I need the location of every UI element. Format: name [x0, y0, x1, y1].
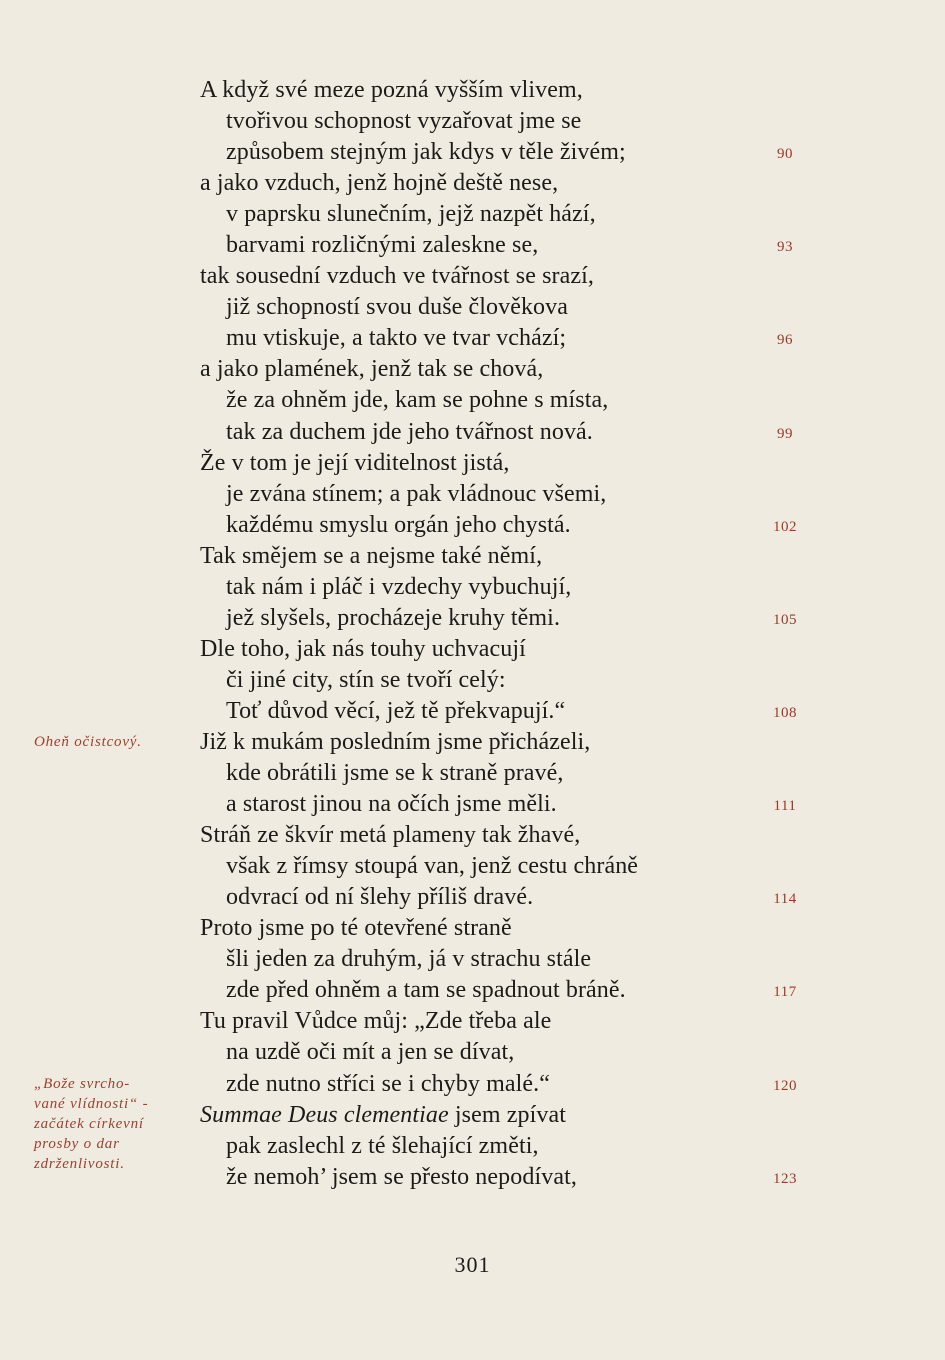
verse-line [200, 665, 740, 696]
verse-text: již schopností svou duše člověkova [226, 294, 569, 321]
verse-text: a starost jinou na očích jsme měli. [226, 791, 557, 818]
line-number: 90 [777, 146, 793, 163]
verse-line [200, 168, 740, 199]
verse-text: tak za duchem jde jeho tvářnost nová. [226, 418, 593, 445]
verse-line [200, 634, 740, 665]
verse-text: Tu pravil Vůdce můj: „Zde třeba ale [200, 1008, 552, 1035]
verse-line [200, 1162, 740, 1193]
verse-line [200, 944, 740, 975]
verse-line [200, 1037, 740, 1068]
line-number: 99 [777, 425, 793, 442]
verse-text: tak sousední vzduch ve tvářnost se srazí, [200, 263, 594, 290]
verse-line [200, 448, 740, 479]
verse-line [200, 292, 740, 323]
verse-line [200, 541, 740, 572]
verse-line [200, 137, 740, 168]
line-number: 105 [773, 611, 797, 628]
verse-text: a jako vzduch, jenž hojně deště nese, [200, 170, 559, 197]
verse-line [200, 1131, 740, 1162]
latin-hymn-title: Summae Deus clementiae [200, 1101, 455, 1128]
verse-text: Že v tom je její viditelnost jistá, [200, 449, 510, 476]
verse-line [200, 385, 740, 416]
verse-text: způsobem stejným jak kdys v těle živém; [226, 139, 626, 166]
verse-line [200, 820, 740, 851]
verse-text: barvami rozličnými zaleskne se, [226, 232, 539, 259]
verse-line [200, 758, 740, 789]
verse-text: tak nám i pláč i vzdechy vybuchují, [226, 573, 572, 600]
verse-text: Toť důvod věcí, jež tě překvapují.“ [226, 697, 566, 724]
verse-line [200, 1069, 740, 1100]
verse-text: jež slyšels, procházeje kruhy těmi. [226, 604, 561, 631]
line-number: 123 [773, 1170, 797, 1187]
verse-line [200, 572, 740, 603]
verse-line [200, 696, 740, 727]
verse-line [200, 106, 740, 137]
line-number: 93 [777, 239, 793, 256]
margin-note-line: Oheň očistcový. [34, 734, 142, 751]
verse-text: Dle toho, jak nás touhy uchvacují [200, 635, 526, 662]
margin-note-line: začátek církevní [34, 1115, 144, 1132]
margin-note-line: „Bože svrcho- [34, 1075, 131, 1092]
verse-line [200, 323, 740, 354]
margin-note-line: zdrženlivosti. [34, 1155, 125, 1172]
line-number: 114 [773, 891, 797, 908]
verse-line [200, 479, 740, 510]
line-number: 111 [773, 798, 797, 815]
margin-note [34, 732, 184, 752]
verse-text: každému smyslu orgán jeho chystá. [226, 511, 571, 538]
verse-text: že za ohněm jde, kam se pohne s místa, [226, 387, 609, 414]
page-number: 301 [454, 1252, 491, 1277]
verse-line [200, 727, 740, 758]
verse-text: odvrací od ní šlehy příliš dravé. [226, 884, 534, 911]
verse-text: kde obrátili jsme se k straně pravé, [226, 760, 564, 787]
verse-line [200, 882, 740, 913]
verse-text: A když své meze pozná vyšším vlivem, [200, 77, 583, 103]
verse-line [200, 851, 740, 882]
line-number: 102 [773, 518, 797, 535]
verse-text: tvořivou schopnost vyzařovat jme se [226, 108, 582, 135]
line-number: 120 [773, 1077, 797, 1094]
verse-text: šli jeden za druhým, já v strachu stále [226, 946, 592, 973]
verse-text: však z římsy stoupá van, jenž cestu chráně [226, 853, 639, 880]
verse-line [200, 789, 740, 820]
verse-text: mu vtiskuje, a takto ve tvar vchází; [226, 325, 567, 352]
verse-text: a jako plamének, jenž tak se chová, [200, 356, 544, 383]
verse-line [200, 199, 740, 230]
verse-line [200, 261, 740, 292]
verse-line [200, 75, 740, 106]
verse-line [200, 603, 740, 634]
verse-text: že nemoh’ jsem se přesto nepodívat, [226, 1163, 577, 1190]
verse-text: Proto jsme po té otevřené straně [200, 915, 512, 942]
verse-text: či jiné city, stín se tvoří celý: [226, 666, 506, 693]
verse-line [200, 1006, 740, 1037]
margin-note [34, 1074, 184, 1174]
verse-text: je zvána stínem; a pak vládnouc všemi, [226, 480, 607, 507]
verse-line [200, 354, 740, 385]
verse-text: Již k mukám posledním jsme přicházeli, [200, 728, 591, 755]
verse-line [200, 510, 740, 541]
verse-text: Tak smějem se a nejsme také němí, [200, 542, 543, 569]
margin-note-line: vané vlídnosti“ - [34, 1095, 149, 1112]
margin-note-line: prosby o dar [34, 1135, 120, 1152]
verse-text: v paprsku slunečním, jejž nazpět hází, [226, 201, 596, 228]
verse-line [200, 417, 740, 448]
verse-text: Stráň ze škvír metá plameny tak žhavé, [200, 822, 581, 849]
verse-text: na uzdě oči mít a jen se dívat, [226, 1039, 515, 1066]
verse-line [200, 230, 740, 261]
verse-text: zde před ohněm a tam se spadnout bráně. [226, 977, 626, 1004]
line-number: 108 [773, 705, 797, 721]
line-number: 96 [777, 332, 793, 349]
verse-line [200, 1100, 740, 1131]
line-number: 117 [773, 984, 797, 1001]
verse-line [200, 913, 740, 944]
verse-text: jsem zpívat [454, 1101, 566, 1128]
verse-line [200, 975, 740, 1006]
verse-block [200, 75, 740, 1193]
verse-text: zde nutno stříci se i chyby malé.“ [226, 1070, 550, 1097]
verse-text: pak zaslechl z té šlehající změti, [226, 1132, 539, 1159]
